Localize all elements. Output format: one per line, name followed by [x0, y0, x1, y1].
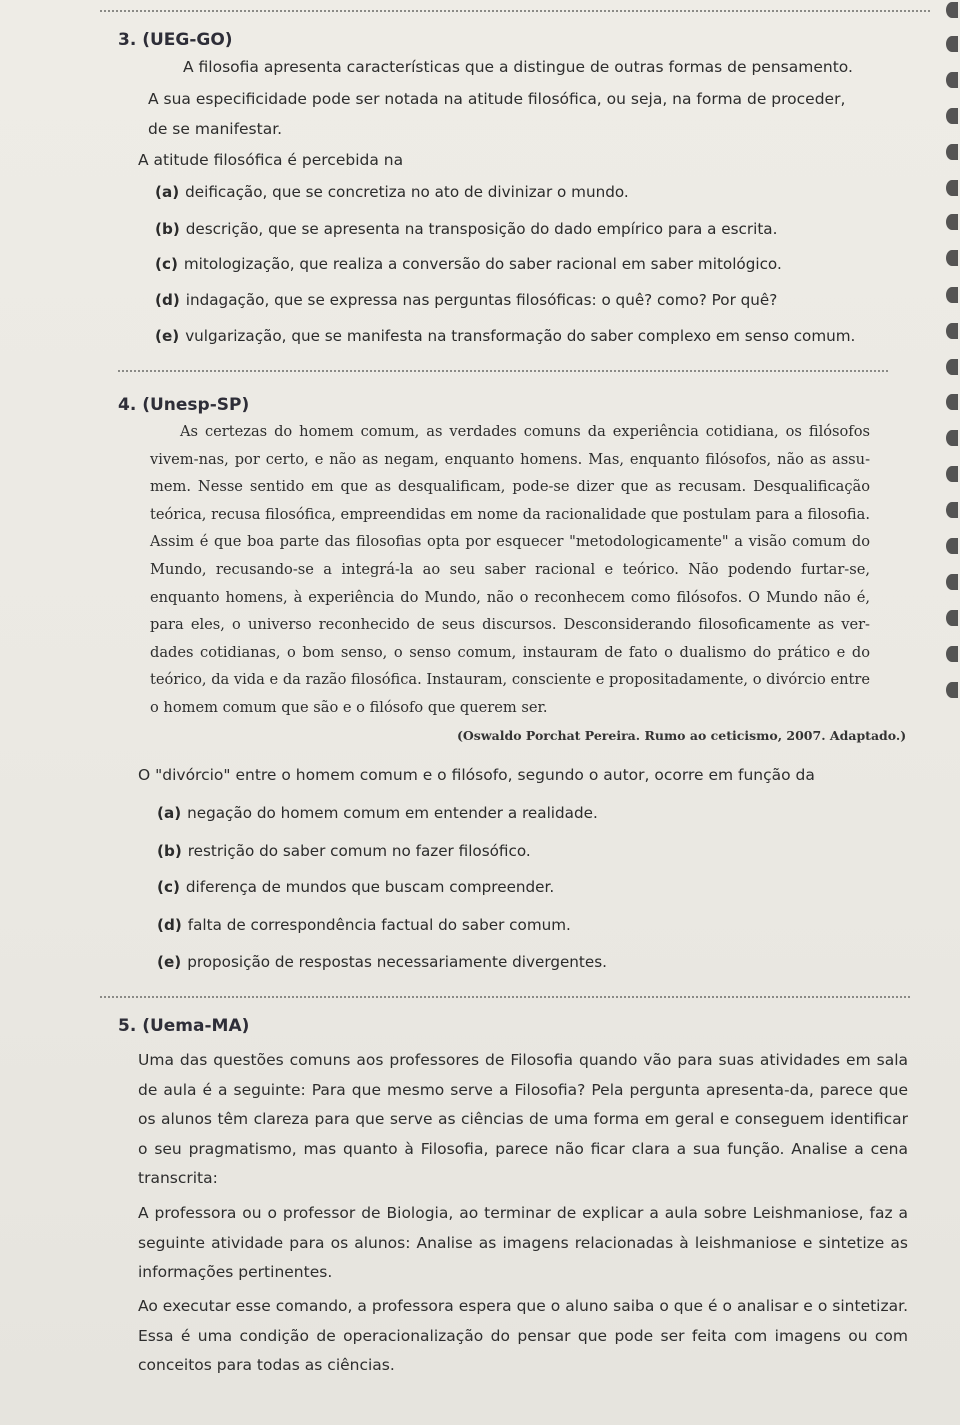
option-letter: (b): [157, 842, 182, 860]
option-text: mitologização, que realiza a conversão do saber racional em saber mitológico.: [183, 255, 782, 273]
option-letter: (b): [155, 220, 180, 238]
option-letter: (d): [155, 291, 180, 309]
option-text: restrição do saber comum no fazer filosófico.: [187, 842, 531, 860]
option-letter: (a): [155, 183, 180, 201]
option-letter: (e): [157, 953, 182, 971]
spiral-binding: [938, 0, 960, 1425]
q5-header: 5. (Uema-MA): [118, 1016, 250, 1036]
q4-option-c[interactable]: [157, 878, 554, 896]
binding-hole-icon: [946, 108, 958, 124]
binding-hole-icon: [946, 214, 958, 230]
binding-hole-icon: [946, 2, 958, 18]
q4-option-d[interactable]: [157, 916, 571, 934]
option-text: proposição de respostas necessariamente divergentes.: [187, 953, 607, 971]
option-letter: (a): [157, 804, 182, 822]
option-text: indagação, que se expressa nas perguntas filosóficas: o quê? como? Por quê?: [185, 291, 778, 309]
binding-hole-icon: [946, 466, 958, 482]
q4-option-b[interactable]: [157, 842, 531, 860]
binding-hole-icon: [946, 359, 958, 375]
binding-hole-icon: [946, 144, 958, 160]
binding-hole-icon: [946, 646, 958, 662]
binding-hole-icon: [946, 72, 958, 88]
option-text: deificação, que se concretiza no ato de divinizar o mundo.: [185, 183, 629, 201]
binding-hole-icon: [946, 323, 958, 339]
q4-option-a[interactable]: [157, 804, 598, 822]
q4-stem: O "divórcio" entre o homem comum e o filósofo, segundo o autor, ocorre em função da: [138, 766, 815, 784]
binding-hole-icon: [946, 538, 958, 554]
option-letter: (d): [157, 916, 182, 934]
binding-hole-icon: [946, 180, 958, 196]
binding-hole-icon: [946, 430, 958, 446]
binding-hole-icon: [946, 250, 958, 266]
q3-option-d[interactable]: [155, 291, 777, 309]
q3-option-c[interactable]: [155, 255, 782, 273]
binding-hole-icon: [946, 682, 958, 698]
binding-hole-icon: [946, 394, 958, 410]
q3-stem: A atitude filosófica é percebida na: [138, 151, 404, 169]
binding-hole-icon: [946, 36, 958, 52]
q3-option-b[interactable]: [155, 220, 777, 238]
q3-option-a[interactable]: [155, 183, 629, 201]
q4-option-e[interactable]: [157, 953, 607, 971]
q3-text-line-1: A filosofia apresenta características que a distingue de outras formas de pensamento.: [183, 58, 853, 76]
option-text: vulgarização, que se manifesta na transformação do saber complexo em senso comum.: [185, 327, 856, 345]
q3-text-line-3: de se manifestar.: [148, 120, 283, 138]
divider-q4-q5: [100, 996, 910, 998]
option-letter: (e): [155, 327, 180, 345]
option-text: negação do homem comum em entender a realidade.: [187, 804, 598, 822]
option-letter: (c): [155, 255, 178, 273]
q3-text-line-2: A sua especificidade pode ser notada na atitude filosófica, ou seja, na forma de proceder,: [148, 90, 846, 108]
q3-header: 3. (UEG-GO): [118, 30, 233, 50]
option-text: descrição, que se apresenta na transposição do dado empírico para a escrita.: [185, 220, 778, 238]
q5-paragraph-2: A professora ou o professor de Biologia, ao terminar de explicar a aula sobre Leishmaniose, faz a seguinte atividade para os alunos: Analise as imagens relacionadas à leishmaniose e sintetize as informações pertinentes.: [138, 1204, 908, 1281]
q4-source: (Oswaldo Porchat Pereira. Rumo ao ceticismo, 2007. Adaptado.): [457, 728, 907, 743]
binding-hole-icon: [946, 574, 958, 590]
option-text: falta de correspondência factual do saber comum.: [187, 916, 571, 934]
binding-hole-icon: [946, 610, 958, 626]
option-text: diferença de mundos que buscam compreender.: [185, 878, 555, 896]
top-divider: [100, 10, 930, 12]
q5-paragraph-3: Ao executar esse comando, a professora espera que o aluno saiba o que é o analisar e o sintetizar. Essa é uma condição de operacionalização do pensar que pode ser feita com imagens ou com conceitos para todas as ciências.: [138, 1297, 908, 1374]
q3-option-e[interactable]: [155, 327, 855, 345]
binding-hole-icon: [946, 287, 958, 303]
q4-passage: As certezas do homem comum, as verdades comuns da experiência cotidiana, os filósofos vivem-nas, por certo, e não as negam, enquanto homens. Mas, enquanto filósofos, não as assu-mem. Nesse sentido em que as desqualificam, pode-se dizer que as recusam. Desqualificação teórica, recusa filosófica, empreendidas em nome da racionalidade que postulam para a filosofia. Assim é que boa parte das filosofias opta por esquecer "metodologicamente" a visão comum do Mundo, recusando-se a integrá-la ao seu saber racional e teórico. Não podendo furtar-se, enquanto homens, à experiência do Mundo, não o reconhecem como filósofos. O Mundo não é, para eles, o universo reconhecido de seus discursos. Desconsiderando filosoficamente as ver-dades cotidianas, o bom senso, o senso comum, instauram de fato o dualismo do prático e do teórico, da vida e da razão filosófica. Instauram, consciente e propositadamente, o divórcio entre o homem comum que são e o filósofo que querem ser.: [150, 423, 870, 716]
q4-header: 4. (Unesp-SP): [118, 395, 250, 415]
binding-hole-icon: [946, 502, 958, 518]
divider-q3-q4: [118, 370, 888, 372]
q5-paragraph-1: Uma das questões comuns aos professores de Filosofia quando vão para suas atividades em sala de aula é a seguinte: Para que mesmo serve a Filosofia? Pela pergunta apresenta-da, parece que os alunos têm clareza para que serve as ciências de uma forma em geral e conseguem identificar o seu pragmatismo, mas quanto à Filosofia, parece não ficar clara a sua função. Analise a cena transcrita:: [138, 1051, 908, 1187]
option-letter: (c): [157, 878, 180, 896]
